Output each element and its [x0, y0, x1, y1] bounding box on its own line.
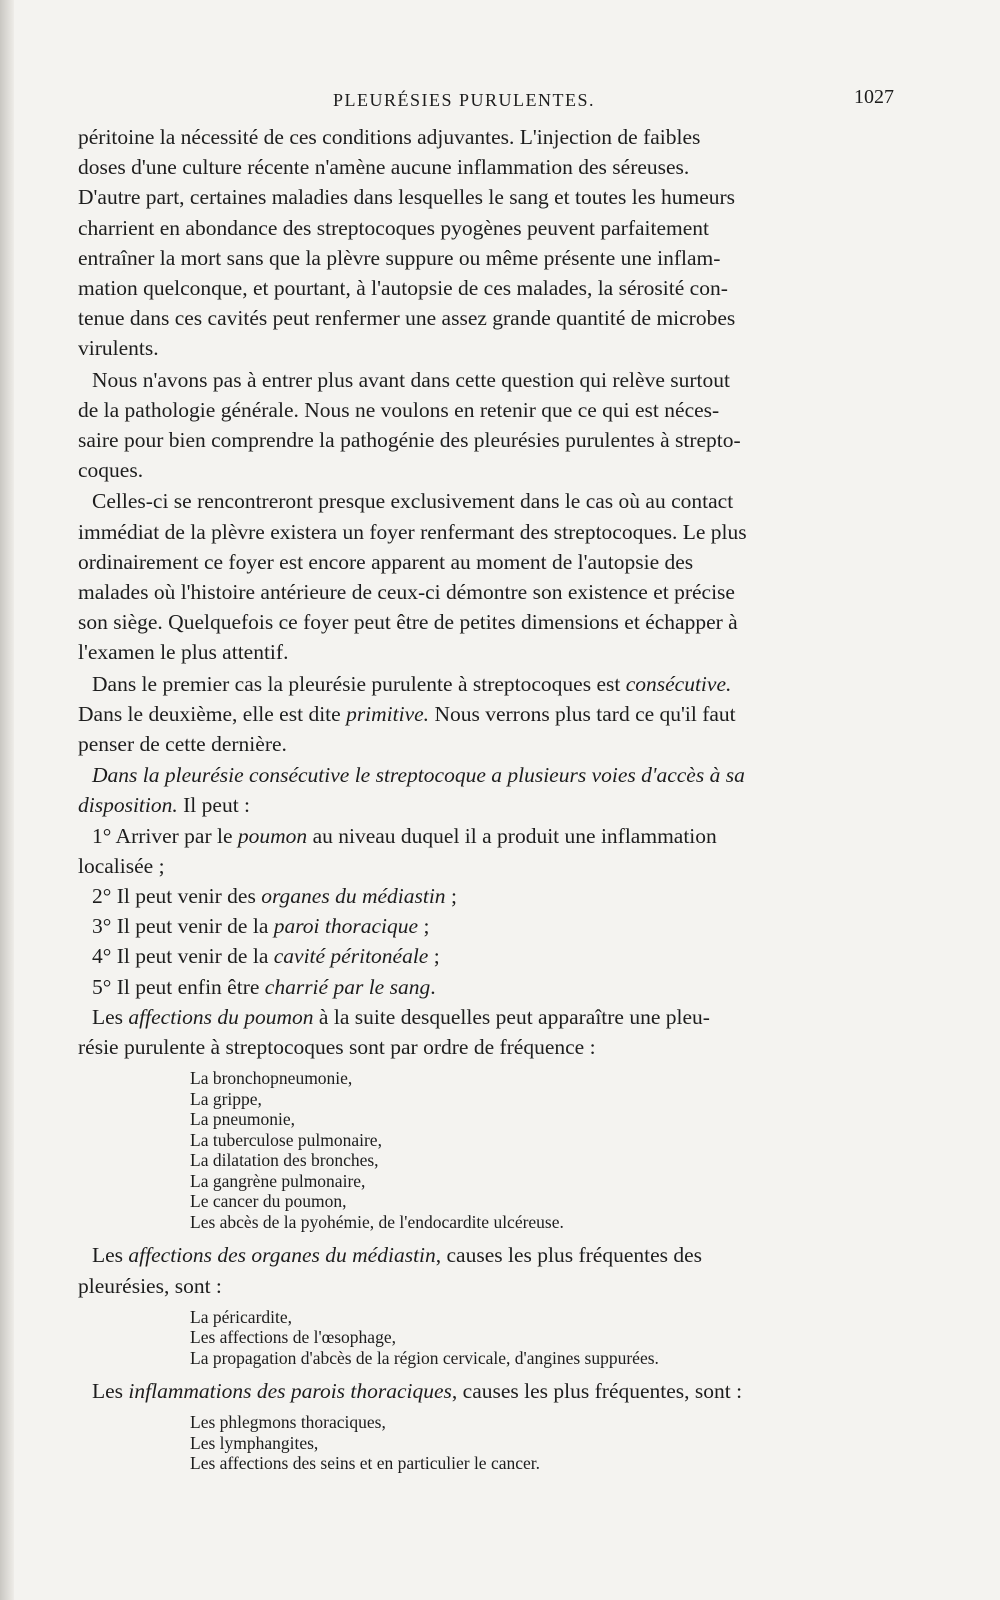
text-line: résie purulente à streptocoques sont par ordre de fréquence :	[78, 1035, 596, 1060]
italic-text: inflammations des parois thoraciques	[128, 1379, 452, 1404]
paragraph-3	[78, 486, 900, 667]
text-run: Les	[92, 1243, 129, 1268]
text-line: entraîner la mort sans que la plèvre suppure ou même présente une inflam-	[78, 245, 721, 270]
route-item	[78, 911, 900, 941]
text-run: , causes les plus fréquentes des	[435, 1243, 703, 1268]
italic-text: affections du poumon	[128, 1004, 314, 1029]
mediastin-causes-list	[190, 1307, 900, 1369]
text-run: à la suite desquelles peut apparaître une pleu-	[313, 1004, 710, 1029]
italic-text: consécutive.	[625, 671, 732, 696]
lung-affections-list	[190, 1068, 900, 1232]
italic-text: Dans la pleurésie consécutive le streptocoque a plusieurs voies d'accès à sa	[92, 763, 745, 788]
text-run: 4° Il peut venir de la	[92, 944, 274, 969]
walls-paragraph	[78, 1376, 900, 1406]
text-run: , causes les plus fréquentes, sont :	[451, 1379, 743, 1404]
text-run: 3° Il peut venir de la	[92, 914, 274, 939]
italic-text: primitive.	[346, 701, 430, 726]
text-line: coques.	[78, 458, 144, 483]
text-run: 5° Il peut enfin être	[92, 974, 265, 999]
text-line: virulents.	[78, 336, 159, 361]
route-item	[78, 881, 900, 911]
text-run: ;	[445, 884, 457, 909]
paragraph-1	[78, 122, 900, 364]
italic-text: cavité péritonéale	[273, 944, 429, 969]
route-list	[78, 821, 900, 1002]
route-item	[78, 972, 900, 1002]
text-run: 1° Arriver par le	[92, 823, 238, 848]
text-line: penser de cette dernière.	[78, 732, 287, 757]
text-run: 2° Il peut venir des	[92, 884, 262, 909]
text-line: son siège. Quelquefois ce foyer peut être de petites dimensions et échapper à	[78, 610, 738, 635]
paragraph-2	[78, 365, 900, 486]
paragraph-4	[78, 669, 900, 760]
list-item: La tuberculose pulmonaire,	[190, 1129, 382, 1150]
text-line: péritoine la nécessité de ces conditions adjuvantes. L'injection de faibles	[78, 125, 701, 149]
walls-causes-list	[190, 1412, 900, 1474]
text-line: charrient en abondance des streptocoques pyogènes peuvent parfaitement	[78, 215, 710, 240]
italic-text: charrié par le sang	[264, 974, 431, 999]
text-line: pleurésies, sont :	[78, 1273, 222, 1298]
text-line: malades où l'histoire antérieure de ceux-ci démontre son existence et précise	[78, 580, 735, 605]
list-item: Les affections des seins et en particulier le cancer.	[190, 1453, 541, 1474]
text-line	[78, 669, 900, 699]
text-run: ;	[418, 914, 430, 939]
text-line	[78, 1376, 900, 1406]
text-line: D'autre part, certaines maladies dans lesquelles le sang et toutes les humeurs	[78, 185, 736, 210]
text-run: .	[430, 974, 436, 999]
text-line	[78, 699, 900, 729]
text-line: l'examen le plus attentif.	[78, 640, 289, 665]
page-header	[78, 86, 898, 116]
list-item: La propagation d'abcès de la région cervicale, d'angines suppurées.	[190, 1347, 659, 1368]
page-body	[78, 122, 900, 1482]
list-item: La péricardite,	[190, 1306, 293, 1327]
route-item	[78, 821, 900, 851]
list-item: La grippe,	[190, 1088, 262, 1109]
italic-text: organes du médiastin	[261, 884, 446, 909]
text-run: Il peut :	[177, 793, 251, 818]
route-item	[78, 941, 900, 971]
text-line: localisée ;	[78, 853, 165, 878]
lung-paragraph	[78, 1002, 900, 1062]
text-run: Nous verrons plus tard ce qu'il faut	[429, 701, 736, 726]
italic-text: disposition.	[78, 793, 178, 818]
list-item: La bronchopneumonie,	[190, 1068, 353, 1089]
text-run: ;	[428, 944, 440, 969]
text-run: Dans le premier cas la pleurésie purulente à streptocoques est	[92, 671, 626, 696]
text-line: doses d'une culture récente n'amène aucune inflammation des séreuses.	[78, 155, 690, 180]
page-gutter-shadow	[0, 0, 14, 1600]
text-line: mation quelconque, et pourtant, à l'autopsie de ces malades, la sérosité con-	[78, 276, 728, 301]
paragraph-5	[78, 760, 900, 820]
text-line	[78, 1002, 900, 1032]
mediastin-paragraph	[78, 1240, 900, 1300]
list-item: La dilatation des bronches,	[190, 1150, 379, 1171]
text-line: Celles-ci se rencontreront presque exclusivement dans le cas où au contact	[92, 489, 734, 514]
list-item: Les abcès de la pyohémie, de l'endocardite ulcéreuse.	[190, 1211, 564, 1232]
list-item: La pneumonie,	[190, 1109, 295, 1130]
list-item: Les affections de l'œsophage,	[190, 1327, 396, 1348]
text-run: au niveau duquel il a produit une inflammation	[307, 823, 717, 848]
text-line: de la pathologie générale. Nous ne voulons en retenir que ce qui est néces-	[78, 397, 720, 422]
text-line: tenue dans ces cavités peut renfermer une assez grande quantité de microbes	[78, 306, 736, 331]
text-line: ordinairement ce foyer est encore apparent au moment de l'autopsie des	[78, 549, 694, 574]
list-item: Les lymphangites,	[190, 1432, 319, 1453]
running-title: PLEURÉSIES PURULENTES.	[333, 90, 596, 110]
text-line: immédiat de la plèvre existera un foyer renfermant des streptocoques. Le plus	[78, 519, 747, 544]
list-item: La gangrène pulmonaire,	[190, 1170, 366, 1191]
page-number: 1027	[854, 86, 894, 108]
text-line: Nous n'avons pas à entrer plus avant dans cette question qui relève surtout	[92, 367, 730, 392]
text-run: Les	[92, 1004, 129, 1029]
text-line	[78, 790, 900, 820]
text-line: saire pour bien comprendre la pathogénie des pleurésies purulentes à strepto-	[78, 428, 741, 453]
italic-text: paroi thoracique	[273, 914, 419, 939]
text-line	[78, 760, 900, 790]
text-line	[78, 1240, 900, 1270]
list-item: Le cancer du poumon,	[190, 1191, 347, 1212]
text-run: Dans le deuxième, elle est dite	[78, 701, 347, 726]
italic-text: poumon	[237, 823, 308, 848]
list-item: Les phlegmons thoraciques,	[190, 1412, 386, 1433]
italic-text: affections des organes du médiastin	[128, 1243, 436, 1268]
text-run: Les	[92, 1379, 129, 1404]
